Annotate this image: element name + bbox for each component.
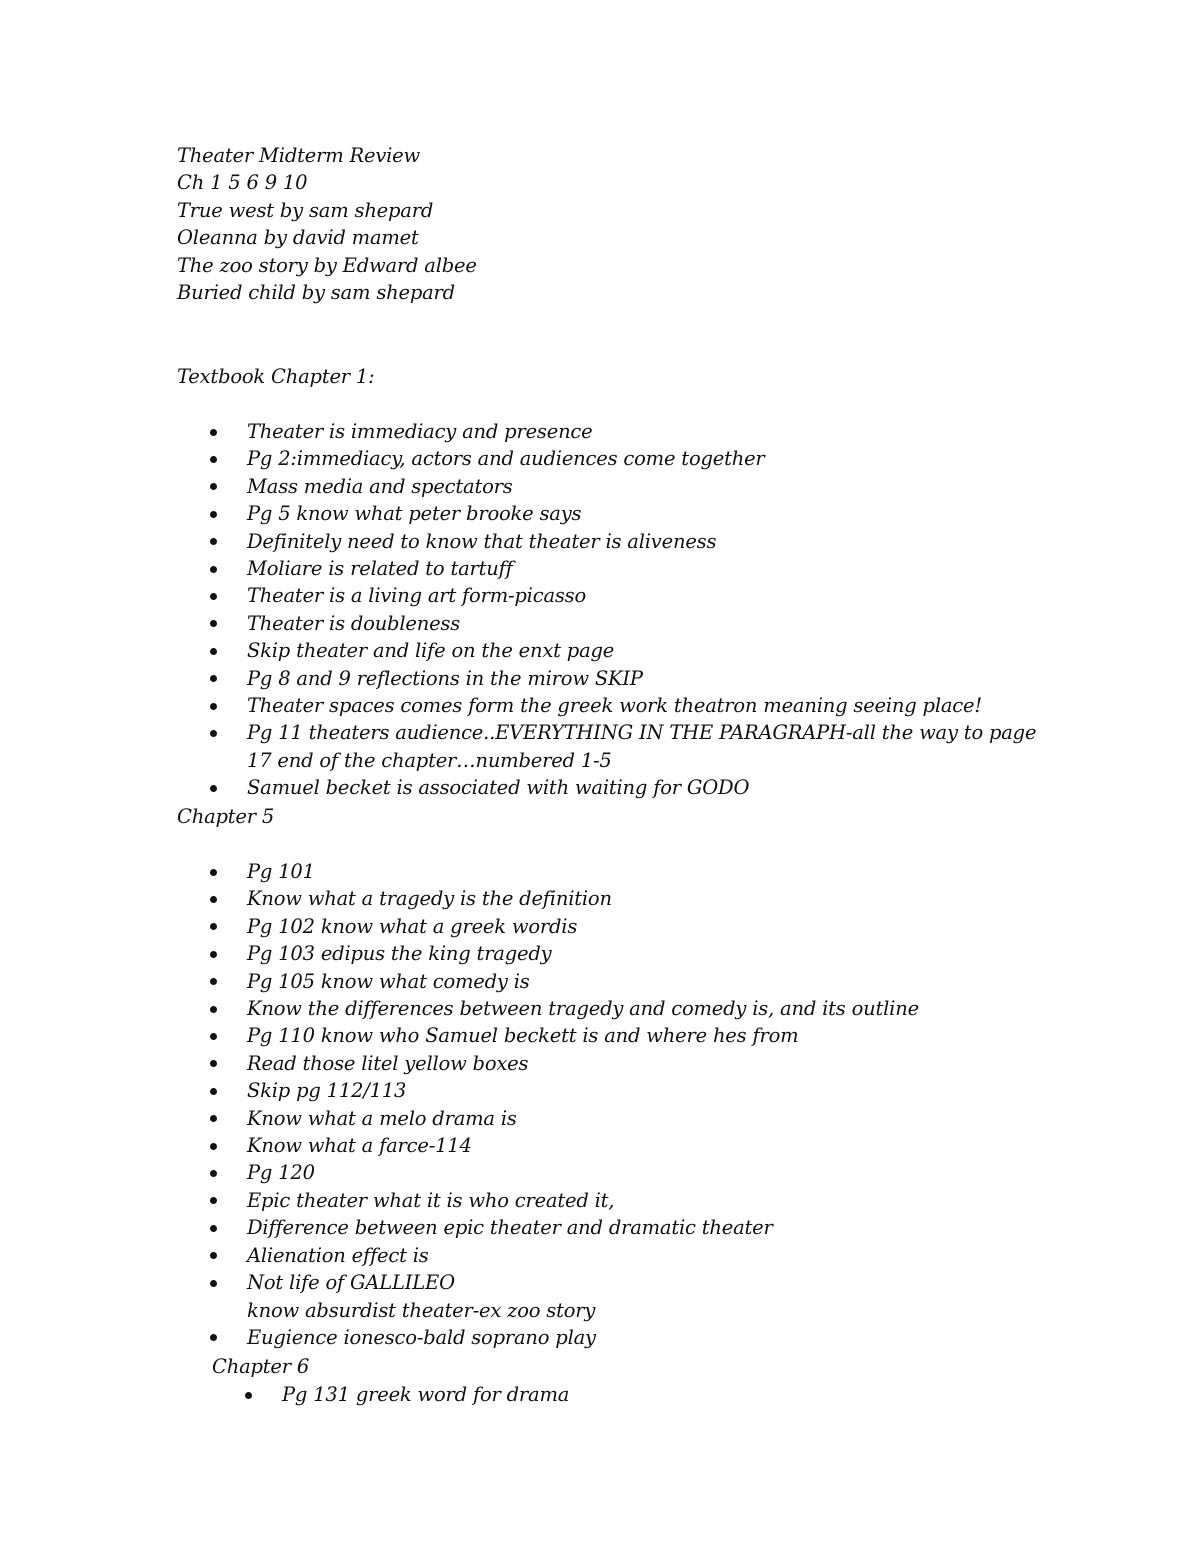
reading-item: The zoo story by Edward albee xyxy=(177,253,477,277)
bullet-icon xyxy=(210,1115,217,1122)
bullet-icon xyxy=(210,566,217,573)
chapter1-list xyxy=(177,418,1036,802)
list-item: Pg 101 xyxy=(177,858,919,885)
bullet-icon xyxy=(210,483,217,490)
bullet-icon xyxy=(210,785,217,792)
list-item: Epic theater what it is who created it, xyxy=(177,1187,919,1214)
list-item: Theater is immediacy and presence xyxy=(177,418,1036,445)
list-item: Pg 110 know who Samuel beckett is and where hes from xyxy=(177,1022,919,1049)
list-item: Mass media and spectators xyxy=(177,473,1036,500)
list-item: Eugience ionesco-bald soprano play xyxy=(177,1324,919,1351)
list-item: Pg 120 xyxy=(177,1159,919,1186)
bullet-icon xyxy=(210,1252,217,1259)
list-item: Know the differences between tragedy and comedy is, and its outline xyxy=(177,995,919,1022)
chapters-line: Ch 1 5 6 9 10 xyxy=(177,171,308,195)
list-item: Not life of GALLILEO xyxy=(177,1269,919,1296)
list-item: Moliare is related to tartuff xyxy=(177,555,1036,582)
list-item: Pg 103 edipus the king tragedy xyxy=(177,940,919,967)
bullet-icon xyxy=(210,538,217,545)
list-item-no-bullet: know absurdist theater-ex zoo story xyxy=(247,1298,596,1322)
list-item: Pg 11 theaters audience..EVERYTHING IN THE PARAGRAPH-all the way to page 17 end of the chapter…numbered 1-5 xyxy=(177,719,1036,774)
bullet-icon xyxy=(210,896,217,903)
bullet-icon xyxy=(210,675,217,682)
document-title: Theater Midterm Review xyxy=(177,144,421,167)
bullet-icon xyxy=(210,1334,217,1341)
list-item: Theater spaces comes form the greek work theatron meaning seeing place! xyxy=(177,692,1036,719)
reading-item: True west by sam shepard xyxy=(177,198,434,222)
bullet-icon xyxy=(210,1060,217,1067)
bullet-icon xyxy=(210,593,217,600)
list-item: Alienation effect is xyxy=(177,1242,919,1269)
list-item: Read those litel yellow boxes xyxy=(177,1050,919,1077)
bullet-icon xyxy=(210,648,217,655)
chapter1-heading: Textbook Chapter 1: xyxy=(177,365,375,388)
bullet-icon xyxy=(210,1280,217,1287)
list-item: Know what a tragedy is the definition xyxy=(177,885,919,912)
bullet-icon xyxy=(245,1392,252,1399)
bullet-icon xyxy=(210,730,217,737)
bullet-icon xyxy=(210,703,217,710)
bullet-icon xyxy=(210,429,217,436)
bullet-icon xyxy=(210,1197,217,1204)
bullet-icon xyxy=(210,456,217,463)
list-item: Pg 131 greek word for drama xyxy=(212,1381,569,1408)
list-item: Skip theater and life on the enxt page xyxy=(177,637,1036,664)
bullet-icon xyxy=(210,1088,217,1095)
list-item: Theater is doubleness xyxy=(177,610,1036,637)
bullet-icon xyxy=(210,1143,217,1150)
list-item: Pg 8 and 9 reflections in the mirow SKIP xyxy=(177,665,1036,692)
chapter6-list xyxy=(212,1381,569,1408)
bullet-icon xyxy=(210,869,217,876)
list-item: Pg 5 know what peter brooke says xyxy=(177,500,1036,527)
list-item: Difference between epic theater and dramatic theater xyxy=(177,1214,919,1241)
reading-item: Buried child by sam shepard xyxy=(177,280,455,304)
list-item: Pg 102 know what a greek wordis xyxy=(177,913,919,940)
list-item: Pg 105 know what comedy is xyxy=(177,968,919,995)
bullet-icon xyxy=(210,1225,217,1232)
list-item: Know what a farce-114 xyxy=(177,1132,919,1159)
list-item: Definitely need to know that theater is aliveness xyxy=(177,528,1036,555)
list-item: Pg 2:immediacy, actors and audiences come together xyxy=(177,445,1036,472)
list-item: Theater is a living art form-picasso xyxy=(177,582,1036,609)
bullet-icon xyxy=(210,923,217,930)
bullet-icon xyxy=(210,978,217,985)
bullet-icon xyxy=(210,1170,217,1177)
reading-item: Oleanna by david mamet xyxy=(177,226,419,250)
chapter5-list xyxy=(177,858,919,1351)
document-header xyxy=(177,142,477,306)
list-item: Skip pg 112/113 xyxy=(177,1077,919,1104)
bullet-icon xyxy=(210,511,217,518)
bullet-icon xyxy=(210,1006,217,1013)
bullet-icon xyxy=(210,620,217,627)
bullet-icon xyxy=(210,951,217,958)
list-item: Samuel becket is associated with waiting for GODO xyxy=(177,774,1036,801)
list-item: Know what a melo drama is xyxy=(177,1105,919,1132)
list-item-continuation: 17 end of the chapter…numbered 1-5 xyxy=(247,748,612,772)
chapter5-heading: Chapter 5 xyxy=(177,805,275,828)
bullet-icon xyxy=(210,1033,217,1040)
chapter6-heading: Chapter 6 xyxy=(212,1355,310,1378)
